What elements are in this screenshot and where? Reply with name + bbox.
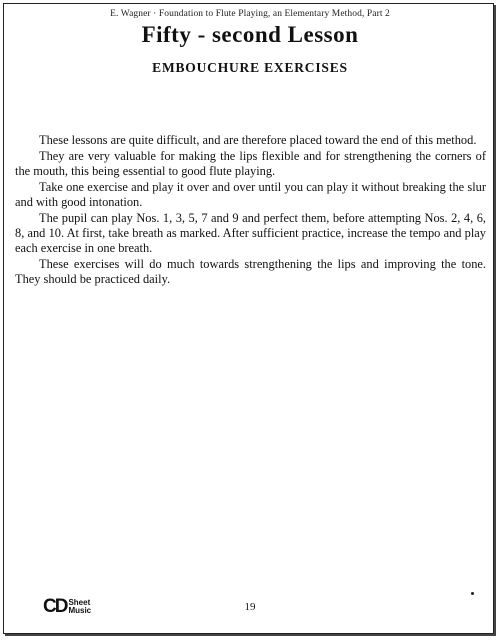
running-header: E. Wagner · Foundation to Flute Playing, an Elementary Method, Part 2 [110, 9, 390, 19]
paragraph: Take one exercise and play it over and over until you can play it without breaking the slur and with good intonation. [15, 180, 486, 209]
paragraph: These lessons are quite difficult, and are therefore placed toward the end of this method. [39, 133, 477, 147]
page-frame [3, 3, 494, 634]
lesson-subtitle: EMBOUCHURE EXERCISES [152, 60, 348, 75]
page-number: 19 [244, 601, 256, 613]
lesson-body [15, 133, 486, 288]
stray-dot-mark [471, 592, 474, 595]
paragraph: The pupil can play Nos. 1, 3, 5, 7 and 9 and perfect them, before attempting Nos. 2, 4, 6, 8, and 10. At first, take breath as marked. After sufficient practice, increase the tempo and play each exercise in one breath. [15, 211, 486, 255]
lesson-title: Fifty - second Lesson [141, 22, 359, 47]
logo-mark: CD [43, 596, 67, 617]
paragraph: They are very valuable for making the lips flexible and for strengthening the corners of the mouth, this being essential to good flute playing. [15, 149, 486, 178]
paragraph: These exercises will do much towards strengthening the lips and improving the tone. They should be practiced daily. [15, 257, 486, 286]
logo-word-sheet: Sheet [68, 597, 91, 607]
logo-word-music: Music [68, 605, 92, 615]
